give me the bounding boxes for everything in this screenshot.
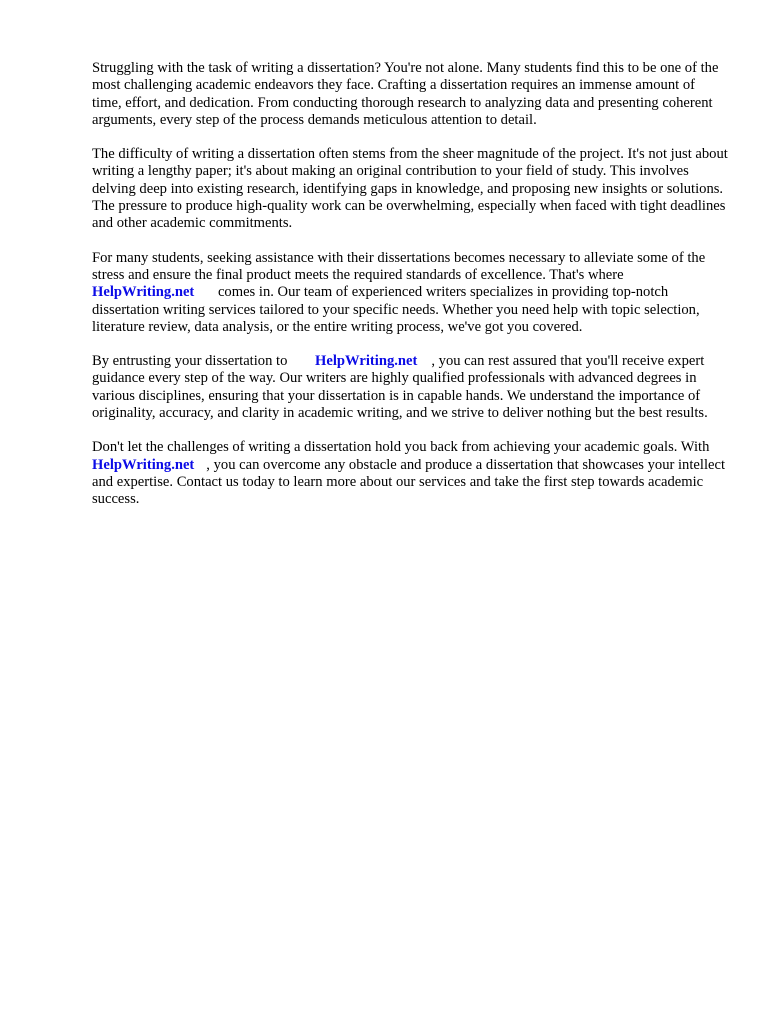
paragraph-entrusting-text-after: , you can rest assured that you'll receive expert guidance every step of the way. Our writers are highly qualified professionals with advanced degrees in various disciplines, ensuring that your dissertation is in capable hands. We understand the importance of originality, accuracy, and clarity in academic writing, and we strive to deliver nothing but the best results. xyxy=(92,353,708,422)
helpwriting-link-1[interactable]: HelpWriting.net xyxy=(92,284,195,301)
paragraph-assistance-text-after: comes in. Our team of experienced writers specializes in providing top-notch dissertation writing services tailored to your specific needs. Whether you need help with topic selection, literature review, data analysis, or the entire writing process, we've got you covered. xyxy=(92,284,700,335)
paragraph-assistance xyxy=(92,250,728,336)
paragraph-intro xyxy=(92,60,728,129)
helpwriting-link-2[interactable]: HelpWriting.net xyxy=(315,353,418,370)
paragraph-difficulty xyxy=(92,146,728,232)
paragraph-closing-text-before: Don't let the challenges of writing a dissertation hold you back from achieving your academic goals. With xyxy=(92,439,710,456)
paragraph-closing xyxy=(92,439,728,508)
paragraph-assistance-text-before: For many students, seeking assistance with their dissertations becomes necessary to alleviate some of the stress and ensure the final product meets the required standards of excellence. That's where xyxy=(92,249,706,283)
document-page xyxy=(92,60,728,526)
paragraph-entrusting xyxy=(92,353,728,422)
paragraph-closing-text-after: , you can overcome any obstacle and produce a dissertation that showcases your intellect and expertise. Contact us today to learn more about our services and take the first step towards academic success. xyxy=(92,456,726,508)
paragraph-intro-text: Struggling with the task of writing a dissertation? You're not alone. Many students find this to be one of the most challenging academic endeavors they face. Crafting a dissertation requires an immense amount of time, effort, and dedication. From conducting thorough research to analyzing data and presenting coherent arguments, every step of the process demands meticulous attention to detail. xyxy=(92,60,719,128)
paragraph-difficulty-text: The difficulty of writing a dissertation often stems from the sheer magnitude of the project. It's not just about writing a lengthy paper; it's about making an original contribution to your field of study. This involves delving deep into existing research, identifying gaps in knowledge, and proposing new insights or solutions. The pressure to produce high-quality work can be overwhelming, especially when faced with tight deadlines and other academic commitments. xyxy=(92,146,728,232)
paragraph-entrusting-text-before: By entrusting your dissertation to xyxy=(92,353,288,370)
helpwriting-link-3[interactable]: HelpWriting.net xyxy=(92,456,195,473)
